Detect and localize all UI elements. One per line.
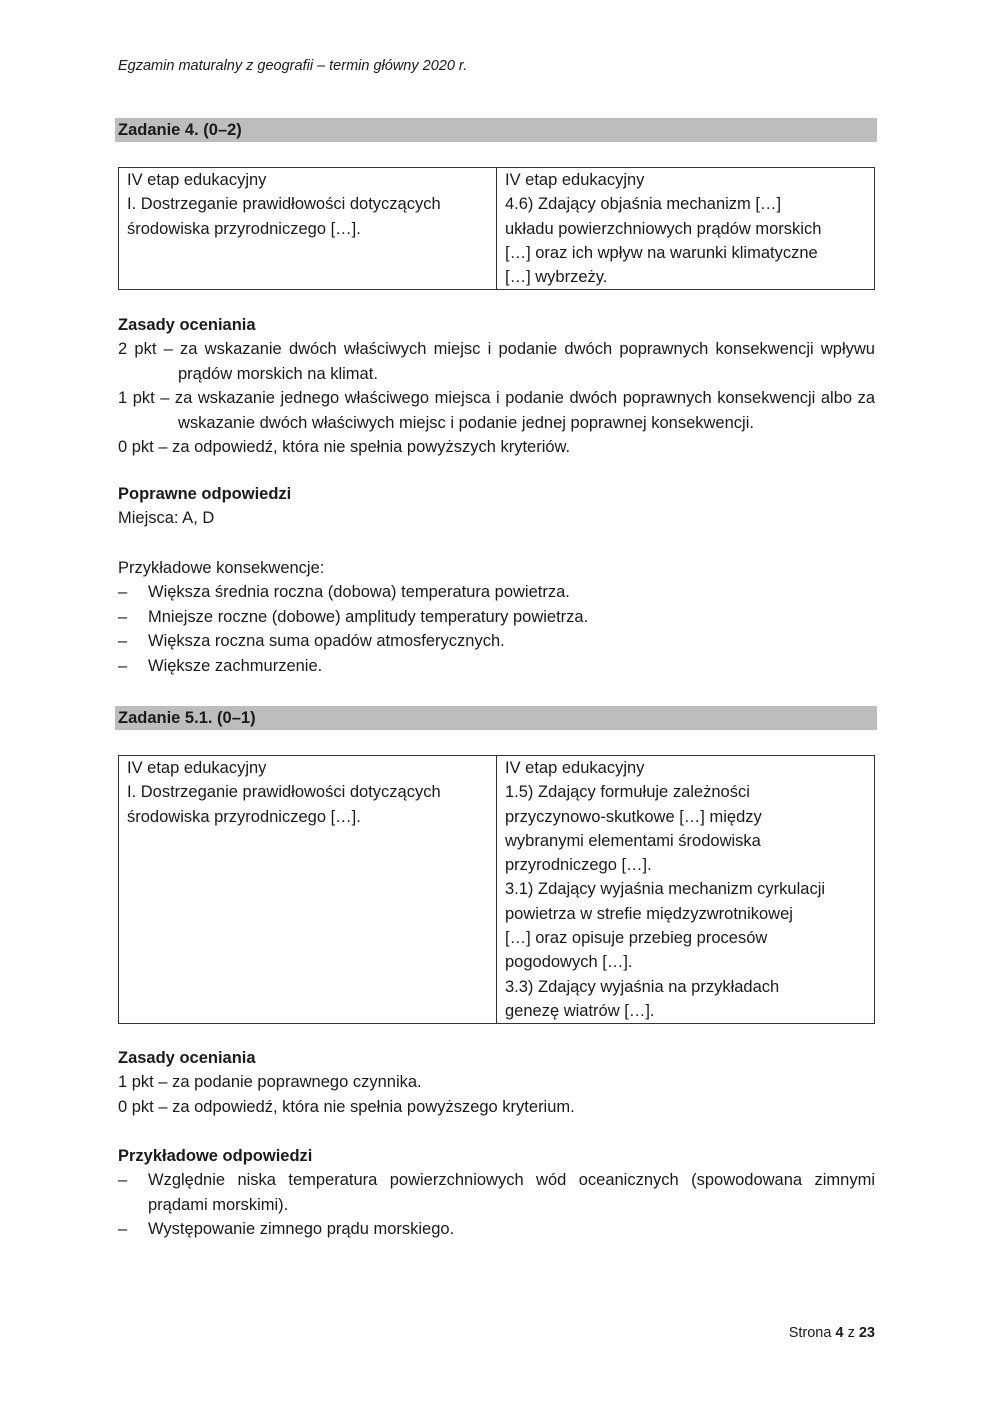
correct-places: Miejsca: A, D	[118, 509, 215, 528]
task-4-scoring	[118, 313, 875, 459]
scoring-heading: Zasady oceniania	[118, 1049, 256, 1067]
list-item: – Większa roczna suma opadów atmosferycznych.	[118, 629, 875, 653]
scoring-heading: Zasady oceniania	[118, 316, 256, 334]
page-header: Egzamin maturalny z geografii – termin główny 2020 r.	[118, 58, 468, 74]
list-item: – Względnie niska temperatura powierzchniowych wód oceanicznych (spowodowana zimnymi prądami morskimi).	[118, 1168, 875, 1217]
scoring-rule: 2 pkt – za wskazanie dwóch właściwych miejsc i podanie dwóch poprawnych konsekwencji wpływu prądów morskich na klimat.	[118, 340, 875, 383]
task-4-title: Zadanie 4. (0–2)	[115, 118, 877, 142]
task-4-answers	[118, 482, 875, 531]
task-5-1-scoring	[118, 1046, 875, 1119]
scoring-rule: 1 pkt – za wskazanie jednego właściwego miejsca i podanie dwóch poprawnych konsekwencji albo za wskazanie dwóch właściwych miejsc i podanie jednej poprawnej konsekwencji.	[118, 389, 875, 432]
page-number: Strona 4 z 23	[788, 1325, 875, 1341]
examples-intro: Przykładowe konsekwencje:	[118, 559, 325, 577]
answers-heading: Poprawne odpowiedzi	[118, 485, 292, 503]
task-4-requirements-table	[118, 167, 875, 290]
task-5-1-general-requirement: IV etap edukacyjny I. Dostrzeganie prawidłowości dotyczących środowiska przyrodniczego […].	[119, 756, 497, 1024]
dash-bullet: –	[118, 656, 128, 675]
scoring-rule: 0 pkt – za odpowiedź, która nie spełnia powyższych kryteriów.	[118, 438, 571, 457]
task-5-1-answers	[118, 1144, 875, 1242]
list-item: – Większe zachmurzenie.	[118, 654, 875, 678]
dash-bullet: –	[118, 607, 128, 626]
task-4-examples	[118, 556, 875, 678]
answers-heading: Przykładowe odpowiedzi	[118, 1147, 313, 1165]
dash-bullet: –	[118, 632, 128, 651]
task-5-1-title: Zadanie 5.1. (0–1)	[115, 706, 877, 730]
list-item: – Mniejsze roczne (dobowe) amplitudy temperatury powietrza.	[118, 605, 875, 629]
list-item: – Występowanie zimnego prądu morskiego.	[118, 1217, 875, 1241]
scoring-rule: 0 pkt – za odpowiedź, która nie spełnia powyższego kryterium.	[118, 1097, 575, 1116]
task-4-detailed-requirement: IV etap edukacyjny 4.6) Zdający objaśnia mechanizm […] układu powierzchniowych prądów morskich […] oraz ich wpływ na warunki klimatyczne […] wybrzeży.	[497, 168, 875, 290]
task-5-1-detailed-requirement: IV etap edukacyjny 1.5) Zdający formułuje zależności przyczynowo-skutkowe […] między wybranymi elementami środowiska przyrodniczego […]. 3.1) Zdający wyjaśnia mechanizm cyrkulacji powietrza w strefie międzyzwrotnikowej […] oraz opisuje przebieg procesów pogodowych […]. 3.3) Zdający wyjaśnia na przykładach genezę wiatrów […].	[497, 756, 875, 1024]
task-4-general-requirement: IV etap edukacyjny I. Dostrzeganie prawidłowości dotyczących środowiska przyrodniczego […].	[119, 168, 497, 290]
list-item: – Większa średnia roczna (dobowa) temperatura powietrza.	[118, 580, 875, 604]
dash-bullet: –	[118, 1171, 128, 1190]
dash-bullet: –	[118, 1220, 128, 1239]
dash-bullet: –	[118, 583, 128, 602]
task-5-1-requirements-table	[118, 755, 875, 1024]
scoring-rule: 1 pkt – za podanie poprawnego czynnika.	[118, 1073, 422, 1092]
